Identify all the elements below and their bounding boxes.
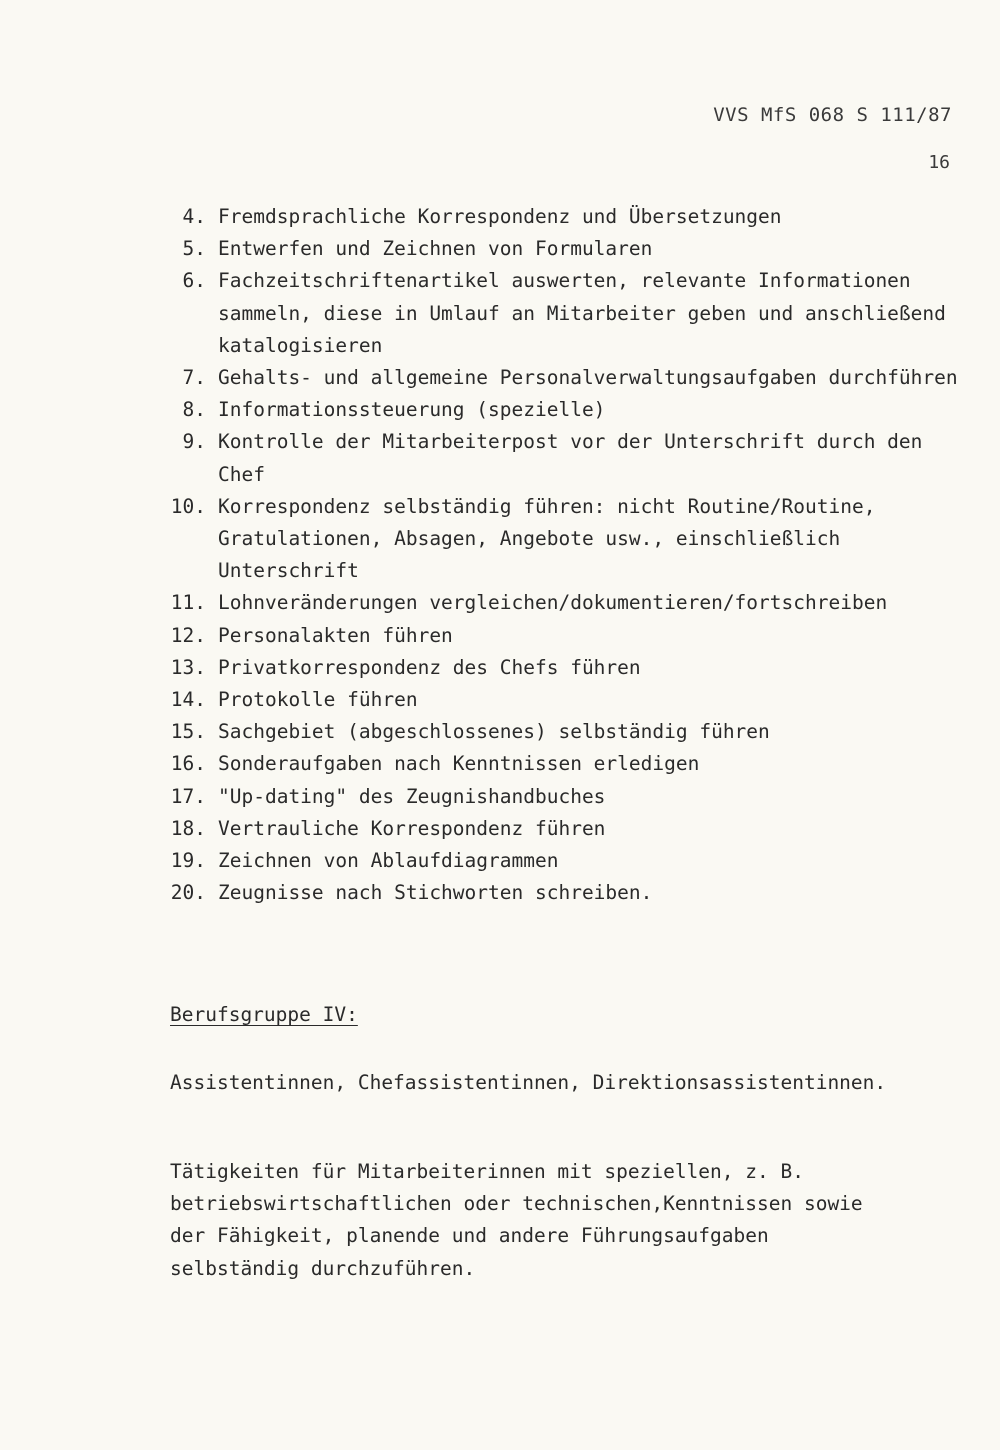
list-item-text: Gehalts- und allgemeine Personalverwaltungsaufgaben durchführen	[218, 366, 958, 390]
list-item-number: 10.	[170, 494, 206, 518]
list-item	[160, 845, 960, 877]
list-item-number: 20.	[170, 881, 206, 905]
list-item	[160, 587, 960, 619]
list-item-text: Sonderaufgaben nach Kenntnissen erledigen	[218, 752, 700, 776]
list-item-number: 5.	[182, 237, 206, 261]
list-item-number: 9.	[182, 430, 206, 454]
list-item-text: Sachgebiet (abgeschlossenes) selbständig führen	[218, 720, 770, 744]
list-item-text: Zeugnisse nach Stichworten schreiben.	[218, 881, 653, 905]
list-item	[160, 491, 960, 588]
list-item	[160, 684, 960, 716]
list-item	[160, 652, 960, 684]
list-item-text: Entwerfen und Zeichnen von Formularen	[218, 237, 653, 261]
section-paragraph: Assistentinnen, Chefassistentinnen, Direktionsassistentinnen.	[170, 1071, 887, 1094]
list-item-number: 11.	[170, 591, 206, 615]
list-item-number: 18.	[170, 816, 206, 840]
list-item-text: Privatkorrespondenz des Chefs führen	[218, 655, 641, 679]
list-item-text: Informationssteuerung (spezielle)	[218, 398, 606, 422]
list-item	[160, 265, 960, 362]
list-item-text: Fremdsprachliche Korrespondenz und Übersetzungen	[218, 205, 782, 228]
list-item-text: Fachzeitschriftenartikel auswerten, relevante Informationen sammeln, diese in Umlauf an Mitarbeiter geben und anschließend katalogisieren	[218, 269, 946, 357]
list-item	[160, 233, 960, 265]
list-item-text: "Up-dating" des Zeugnishandbuches	[218, 784, 606, 808]
list-item-number: 6.	[182, 269, 206, 293]
list-item-number: 8.	[182, 398, 206, 422]
list-item	[160, 201, 960, 233]
list-item	[160, 716, 960, 748]
list-item-number: 14.	[170, 688, 206, 712]
list-item-text: Personalakten führen	[218, 623, 453, 647]
list-item-text: Zeichnen von Ablaufdiagrammen	[218, 849, 559, 873]
list-item	[160, 748, 960, 780]
section-heading: Berufsgruppe IV:	[170, 1003, 358, 1026]
list-item-number: 7.	[182, 366, 206, 390]
list-item-number: 4.	[182, 205, 206, 228]
list-item-text: Lohnveränderungen vergleichen/dokumentieren/fortschreiben	[218, 591, 888, 615]
task-list	[160, 201, 960, 909]
list-item-number: 13.	[170, 655, 206, 679]
page-number: 16	[928, 152, 950, 173]
list-item	[160, 620, 960, 652]
list-item-text: Protokolle führen	[218, 688, 418, 712]
list-item	[160, 877, 960, 909]
list-item-number: 12.	[170, 623, 206, 647]
list-item	[160, 394, 960, 426]
list-item	[160, 362, 960, 394]
list-item-number: 15.	[170, 720, 206, 744]
list-item	[160, 781, 960, 813]
list-item-number: 19.	[170, 849, 206, 873]
list-item	[160, 426, 960, 490]
list-item-number: 17.	[170, 784, 206, 808]
section-paragraph: Tätigkeiten für Mitarbeiterinnen mit speziellen, z. B. betriebswirtschaftlichen oder technischen,Kenntnissen sowie der Fähigkeit, planende und andere Führungsaufgaben selbständig durchzuführen.	[170, 1160, 863, 1280]
list-item-number: 16.	[170, 752, 206, 776]
list-item-text: Kontrolle der Mitarbeiterpost vor der Unterschrift durch den Chef	[218, 430, 923, 486]
list-item-text: Vertrauliche Korrespondenz führen	[218, 816, 606, 840]
document-reference: VVS MfS 068 S 111/87	[713, 104, 952, 126]
list-item	[160, 813, 960, 845]
list-item-text: Korrespondenz selbständig führen: nicht Routine/Routine, Gratulationen, Absagen, Angebote usw., einschließlich Unterschrift	[218, 494, 876, 583]
